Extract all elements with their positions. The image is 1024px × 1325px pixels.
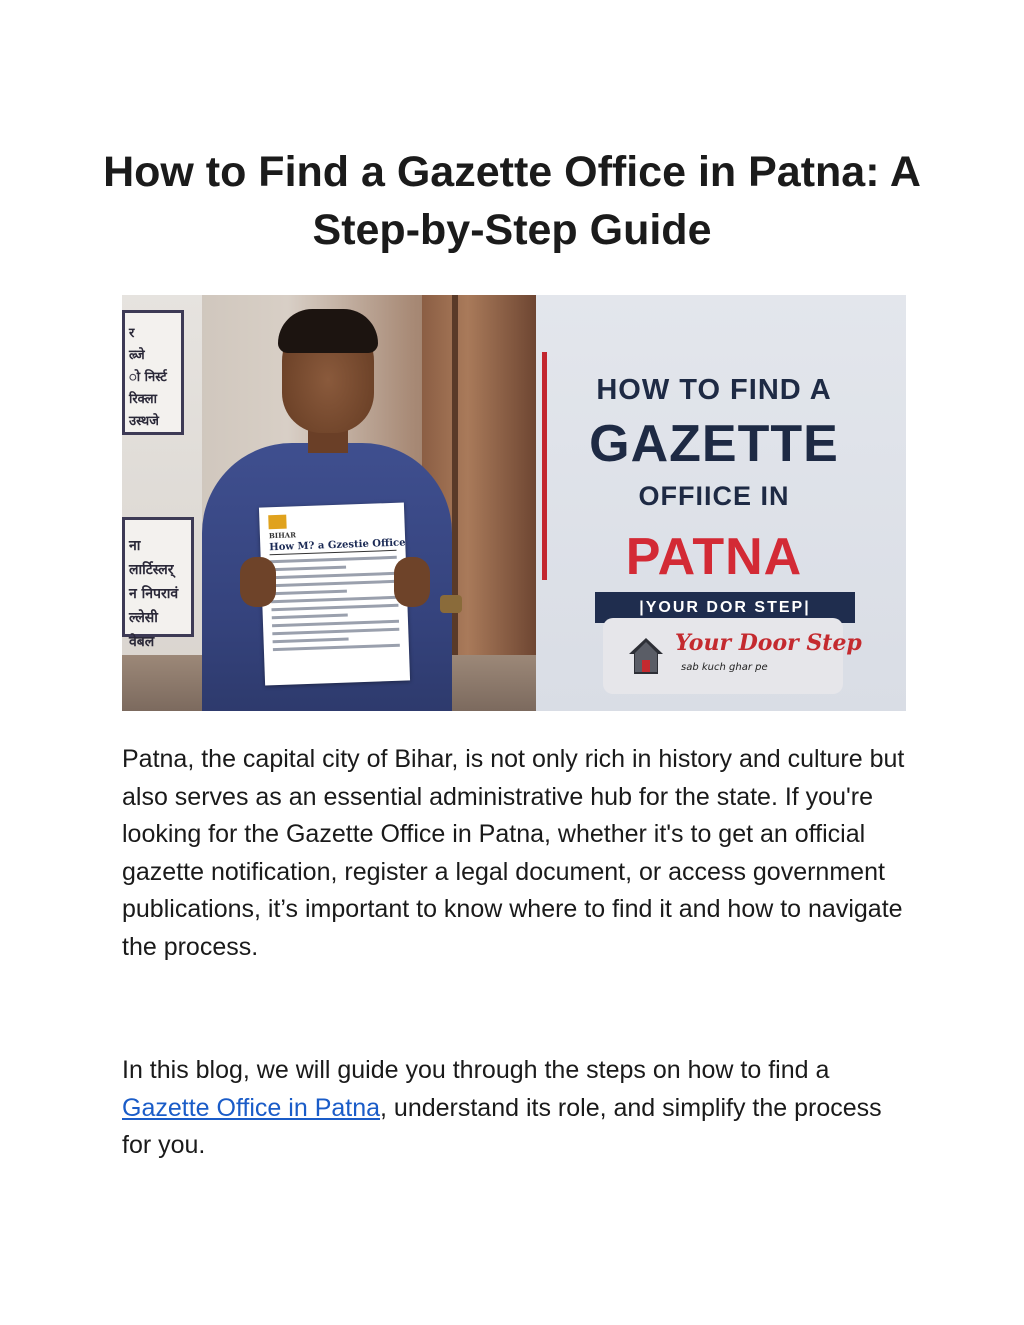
watch-icon <box>440 595 462 613</box>
logo-name: Your Door Step <box>675 630 862 656</box>
banner-line-4: PATNA <box>625 528 803 586</box>
blog-paragraph: In this blog, we will guide you through the steps on how to find a Gazette Office in Patna, understand its role, and simplify the process for you. <box>122 1056 882 1159</box>
brand-logo <box>603 618 862 694</box>
house-icon <box>627 636 665 676</box>
banner-line-2: GAZETTE <box>589 415 839 473</box>
intro-paragraph: Patna, the capital city of Bihar, is not only rich in history and culture but also serves as an essential administrative hub for the state. If you're looking for the Gazette Office in Patna, whether it's to get an official gazette notification, register a legal document, or access government publications, it’s important to know where to find it and how to navigate the process. <box>122 745 905 961</box>
page-title: How to Find a Gazette Office in Patna: A Step-by-Step Guide <box>103 148 921 254</box>
banner-strip: |YOUR DOR STEP| <box>595 592 855 623</box>
hero-photo <box>122 295 536 711</box>
logo-tagline: sab kuch ghar pe <box>681 662 768 673</box>
gazette-office-link[interactable]: Gazette Office in Patna <box>122 1093 381 1122</box>
hero-image <box>122 295 906 711</box>
wall-sign-top: र ल्र्जे ो निर्स्ट रिक्ला उस्थजे <box>122 310 184 435</box>
banner-line-3: OFFIICE IN <box>638 481 790 511</box>
held-document: BIHAR How M? a Gzestie Office <box>259 503 410 686</box>
wall-sign-bottom: ना लार्टिस्लर् न निपरावं ल्लेसी वेबल <box>122 517 194 637</box>
emblem-icon <box>268 515 286 530</box>
banner-line-1: HOW TO FIND A <box>596 374 832 406</box>
